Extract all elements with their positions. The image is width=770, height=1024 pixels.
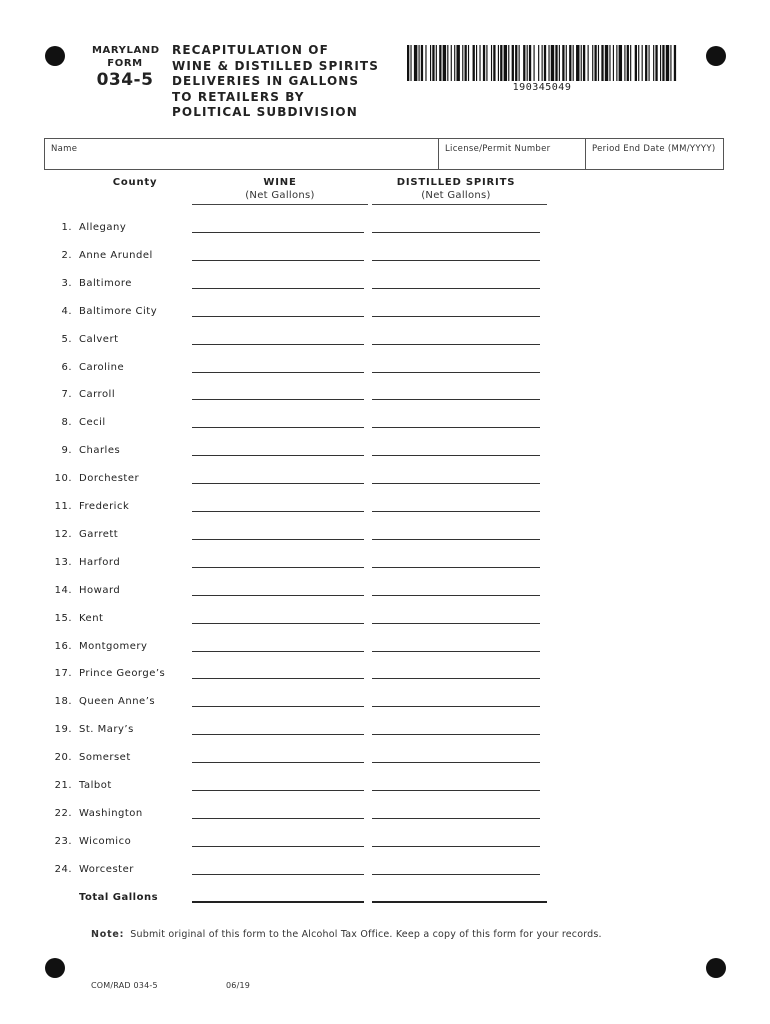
barcode-bar xyxy=(414,45,417,81)
wine-gallons-field[interactable] xyxy=(192,874,364,875)
county-row-number: 6. xyxy=(61,361,72,373)
barcode-bar xyxy=(443,45,446,81)
barcode-bar xyxy=(500,45,502,81)
title-line: DELIVERIES IN GALLONS xyxy=(172,74,360,89)
wine-gallons-field[interactable] xyxy=(192,790,364,791)
county-name: Baltimore xyxy=(79,277,132,289)
county-name: Howard xyxy=(79,584,121,596)
county-row-number: 8. xyxy=(61,417,72,429)
barcode-bar xyxy=(598,45,599,81)
county-row xyxy=(0,724,770,740)
license-permit-field[interactable] xyxy=(439,139,586,169)
county-row-number: 14. xyxy=(54,584,72,596)
barcode-bar xyxy=(439,45,441,81)
barcode-bar xyxy=(642,45,643,81)
county-row-number: 10. xyxy=(54,473,72,485)
spirits-total-field[interactable] xyxy=(372,901,547,903)
spirits-gallons-field[interactable] xyxy=(372,623,540,624)
county-row xyxy=(0,836,770,852)
barcode-bar xyxy=(527,45,528,81)
form-number: 034-5 xyxy=(96,70,154,90)
barcode-bar xyxy=(462,45,463,81)
county-column-header: County xyxy=(112,177,158,188)
spirits-gallons-field[interactable] xyxy=(372,344,540,345)
barcode-bar xyxy=(555,45,557,81)
county-name: Prince George’s xyxy=(79,668,166,680)
wine-gallons-field[interactable] xyxy=(192,595,364,596)
county-name: Wicomico xyxy=(79,835,132,847)
spirits-gallons-field[interactable] xyxy=(372,651,540,652)
barcode-bar xyxy=(551,45,554,81)
title-line: RECAPITULATION OF xyxy=(172,43,329,57)
county-row-number: 15. xyxy=(54,612,72,624)
barcode-bar xyxy=(519,45,520,81)
barcode-bar xyxy=(660,45,661,81)
state-label: MARYLAND xyxy=(92,45,160,56)
county-row-number: 12. xyxy=(54,528,72,540)
spirits-gallons-field[interactable] xyxy=(372,232,540,233)
revision-date: 06/19 xyxy=(226,981,251,990)
spirits-gallons-field[interactable] xyxy=(372,316,540,317)
wine-gallons-field[interactable] xyxy=(192,567,364,568)
county-row xyxy=(0,473,770,489)
barcode-bar xyxy=(512,45,514,81)
county-row xyxy=(0,641,770,657)
barcode-bar xyxy=(653,45,654,81)
county-row xyxy=(0,334,770,350)
note-label: Note: xyxy=(91,929,125,940)
spirits-gallons-field[interactable] xyxy=(372,706,540,707)
wine-gallons-field[interactable] xyxy=(192,399,364,400)
wine-gallons-field[interactable] xyxy=(192,288,364,289)
county-name: Allegany xyxy=(79,222,127,233)
license-field-label: License/Permit Number xyxy=(445,144,551,154)
barcode xyxy=(407,45,677,81)
county-row-number: 22. xyxy=(54,807,72,819)
spirits-gallons-field[interactable] xyxy=(372,483,540,484)
barcode-bar xyxy=(627,45,629,81)
barcode-bar xyxy=(491,45,492,81)
county-row xyxy=(0,362,770,378)
spirits-column-header: DISTILLED SPIRITS xyxy=(396,177,516,188)
barcode-bar xyxy=(638,45,639,81)
barcode-bar xyxy=(645,45,647,81)
wine-gallons-field[interactable] xyxy=(192,427,364,428)
barcode-bar xyxy=(419,45,420,81)
wine-gallons-field[interactable] xyxy=(192,734,364,735)
county-name: Carroll xyxy=(79,389,116,401)
wine-column-subheader: (Net Gallons) xyxy=(245,190,315,201)
county-row xyxy=(0,222,770,238)
barcode-bar xyxy=(407,45,409,81)
wine-column-header: WINE xyxy=(263,177,297,188)
spirits-column-subheader: (Net Gallons) xyxy=(421,190,491,201)
barcode-bar xyxy=(456,45,459,81)
county-name: Cecil xyxy=(79,417,106,429)
barcode-bar xyxy=(451,45,452,81)
barcode-number: 190345049 xyxy=(512,82,572,93)
wine-gallons-field[interactable] xyxy=(192,344,364,345)
spirits-gallons-field[interactable] xyxy=(372,595,540,596)
period-end-date-field[interactable] xyxy=(586,139,723,169)
spirits-gallons-field[interactable] xyxy=(372,846,540,847)
county-row xyxy=(0,389,770,405)
barcode-bar xyxy=(436,45,437,81)
county-name: St. Mary’s xyxy=(79,724,134,736)
county-row-number: 24. xyxy=(54,863,72,875)
wine-gallons-field[interactable] xyxy=(192,762,364,763)
barcode-bar xyxy=(635,45,637,81)
barcode-bar xyxy=(613,45,614,81)
barcode-bar xyxy=(465,45,467,81)
county-name: Montgomery xyxy=(79,640,148,652)
county-row-number: 18. xyxy=(54,696,72,708)
registration-mark xyxy=(45,46,65,66)
spirits-gallons-field[interactable] xyxy=(372,762,540,763)
barcode-bar xyxy=(588,45,589,81)
form-label: FORM xyxy=(107,58,143,69)
barcode-bar xyxy=(662,45,664,81)
wine-gallons-field[interactable] xyxy=(192,706,364,707)
wine-gallons-field[interactable] xyxy=(192,623,364,624)
barcode-bar xyxy=(581,45,582,81)
county-name: Caroline xyxy=(79,361,125,373)
wine-gallons-field[interactable] xyxy=(192,232,364,233)
barcode-bar xyxy=(498,45,499,81)
barcode-bar xyxy=(479,45,480,81)
wine-header-rule xyxy=(192,204,368,205)
county-row-number: 1. xyxy=(61,222,72,233)
spirits-header-rule xyxy=(372,204,547,205)
title-line: WINE & DISTILLED SPIRITS xyxy=(172,58,379,73)
barcode-bar xyxy=(534,45,535,81)
barcode-bar xyxy=(605,45,608,81)
county-row xyxy=(0,557,770,573)
county-row xyxy=(0,445,770,461)
note xyxy=(91,929,602,940)
county-row-number: 17. xyxy=(54,668,72,680)
barcode-bar xyxy=(592,45,593,81)
barcode-bar xyxy=(569,45,571,81)
county-name: Worcester xyxy=(79,863,134,875)
county-row-number: 7. xyxy=(61,389,72,401)
spirits-gallons-field[interactable] xyxy=(372,818,540,819)
barcode-bar xyxy=(562,45,564,81)
title-line: TO RETAILERS BY xyxy=(172,89,305,104)
barcode-bar xyxy=(504,45,507,81)
county-name: Somerset xyxy=(79,752,131,764)
barcode-bar xyxy=(493,45,495,81)
barcode-bar xyxy=(430,45,431,81)
spirits-gallons-field[interactable] xyxy=(372,427,540,428)
barcode-bar xyxy=(486,45,487,81)
barcode-bar xyxy=(594,45,596,81)
barcode-bar xyxy=(473,45,475,81)
note-text: Submit original of this form to the Alcohol Tax Office. Keep a copy of this form for your records. xyxy=(130,929,602,940)
spirits-gallons-field[interactable] xyxy=(372,567,540,568)
county-name: Queen Anne’s xyxy=(79,696,156,708)
county-row-number: 11. xyxy=(54,501,72,512)
wine-gallons-field[interactable] xyxy=(192,316,364,317)
registration-mark xyxy=(706,958,726,978)
county-row-number: 16. xyxy=(54,640,72,652)
barcode-bar xyxy=(630,45,631,81)
spirits-gallons-field[interactable] xyxy=(372,734,540,735)
form-state-label xyxy=(92,44,158,70)
spirits-gallons-field[interactable] xyxy=(372,399,540,400)
county-name: Frederick xyxy=(79,501,130,512)
barcode-bar xyxy=(649,45,650,81)
county-row xyxy=(0,417,770,433)
barcode-bar xyxy=(410,45,411,81)
name-field-label: Name xyxy=(51,144,78,154)
barcode-bar xyxy=(566,45,567,81)
county-row xyxy=(0,696,770,712)
barcode-bar xyxy=(674,45,676,81)
county-name: Calvert xyxy=(79,333,119,345)
wine-gallons-field[interactable] xyxy=(192,372,364,373)
barcode-bar xyxy=(576,45,579,81)
barcode-bar xyxy=(666,45,669,81)
title-line: POLITICAL SUBDIVISION xyxy=(172,105,358,120)
county-name: Baltimore City xyxy=(79,305,158,317)
barcode-bar xyxy=(529,45,531,81)
barcode-bar xyxy=(468,45,469,81)
name-field[interactable] xyxy=(45,139,439,169)
county-row xyxy=(0,250,770,266)
wine-gallons-field[interactable] xyxy=(192,651,364,652)
county-row xyxy=(0,585,770,601)
barcode-bar xyxy=(616,45,617,81)
county-row-number: 21. xyxy=(54,780,72,791)
county-name: Charles xyxy=(79,445,121,457)
spirits-gallons-field[interactable] xyxy=(372,678,540,679)
spirits-gallons-field[interactable] xyxy=(372,511,540,512)
wine-gallons-field[interactable] xyxy=(192,455,364,456)
county-name: Kent xyxy=(79,612,104,624)
county-row xyxy=(0,808,770,824)
county-name: Garrett xyxy=(79,528,119,540)
wine-gallons-field[interactable] xyxy=(192,846,364,847)
county-name: Talbot xyxy=(79,780,112,791)
registration-mark xyxy=(706,46,726,66)
barcode-bar xyxy=(609,45,610,81)
spirits-gallons-field[interactable] xyxy=(372,790,540,791)
wine-total-field[interactable] xyxy=(192,901,364,903)
form-code: COM/RAD 034-5 xyxy=(91,981,158,990)
barcode-bar xyxy=(421,45,423,81)
county-row xyxy=(0,752,770,768)
barcode-bar xyxy=(559,45,560,81)
taxpayer-info-row xyxy=(44,138,724,170)
barcode-bar xyxy=(508,45,509,81)
spirits-gallons-field[interactable] xyxy=(372,539,540,540)
county-row xyxy=(0,529,770,545)
barcode-bar xyxy=(515,45,517,81)
barcode-bar xyxy=(619,45,622,81)
wine-gallons-field[interactable] xyxy=(192,539,364,540)
county-row-number: 19. xyxy=(54,724,72,736)
spirits-gallons-field[interactable] xyxy=(372,288,540,289)
county-name: Harford xyxy=(79,556,121,568)
county-row-number: 20. xyxy=(54,752,72,764)
total-gallons-label: Total Gallons xyxy=(79,892,159,903)
county-row-number: 4. xyxy=(61,305,72,317)
county-row xyxy=(0,780,770,796)
barcode-bar xyxy=(538,45,539,81)
county-row xyxy=(0,306,770,322)
county-row-number: 13. xyxy=(54,556,72,568)
registration-mark xyxy=(45,958,65,978)
barcode-bar xyxy=(542,45,543,81)
period-field-label: Period End Date (MM/YYYY) xyxy=(592,144,716,154)
county-row xyxy=(0,864,770,880)
barcode-bar xyxy=(432,45,434,81)
barcode-bar xyxy=(523,45,525,81)
county-name: Anne Arundel xyxy=(79,249,153,261)
wine-gallons-field[interactable] xyxy=(192,260,364,261)
barcode-bar xyxy=(548,45,549,81)
barcode-bar xyxy=(425,45,426,81)
barcode-bar xyxy=(573,45,574,81)
county-row xyxy=(0,613,770,629)
barcode-bar xyxy=(655,45,657,81)
county-row-number: 5. xyxy=(61,333,72,345)
spirits-gallons-field[interactable] xyxy=(372,260,540,261)
county-name: Washington xyxy=(79,807,143,819)
wine-gallons-field[interactable] xyxy=(192,678,364,679)
wine-gallons-field[interactable] xyxy=(192,511,364,512)
county-row xyxy=(0,278,770,294)
county-row-number: 9. xyxy=(61,445,72,457)
county-row-number: 3. xyxy=(61,277,72,289)
wine-gallons-field[interactable] xyxy=(192,483,364,484)
spirits-gallons-field[interactable] xyxy=(372,372,540,373)
barcode-bar xyxy=(447,45,448,81)
barcode-bar xyxy=(624,45,625,81)
spirits-gallons-field[interactable] xyxy=(372,874,540,875)
barcode-bar xyxy=(583,45,585,81)
wine-gallons-field[interactable] xyxy=(192,818,364,819)
barcode-bar xyxy=(544,45,546,81)
barcode-bar xyxy=(601,45,603,81)
barcode-bar xyxy=(454,45,455,81)
barcode-bar xyxy=(483,45,485,81)
form-title xyxy=(172,43,402,121)
spirits-gallons-field[interactable] xyxy=(372,455,540,456)
barcode-bar xyxy=(670,45,671,81)
county-row xyxy=(0,501,770,517)
county-row xyxy=(0,668,770,684)
county-row-number: 23. xyxy=(54,835,72,847)
county-name: Dorchester xyxy=(79,473,140,485)
county-row-number: 2. xyxy=(61,249,72,261)
barcode-bar xyxy=(476,45,477,81)
